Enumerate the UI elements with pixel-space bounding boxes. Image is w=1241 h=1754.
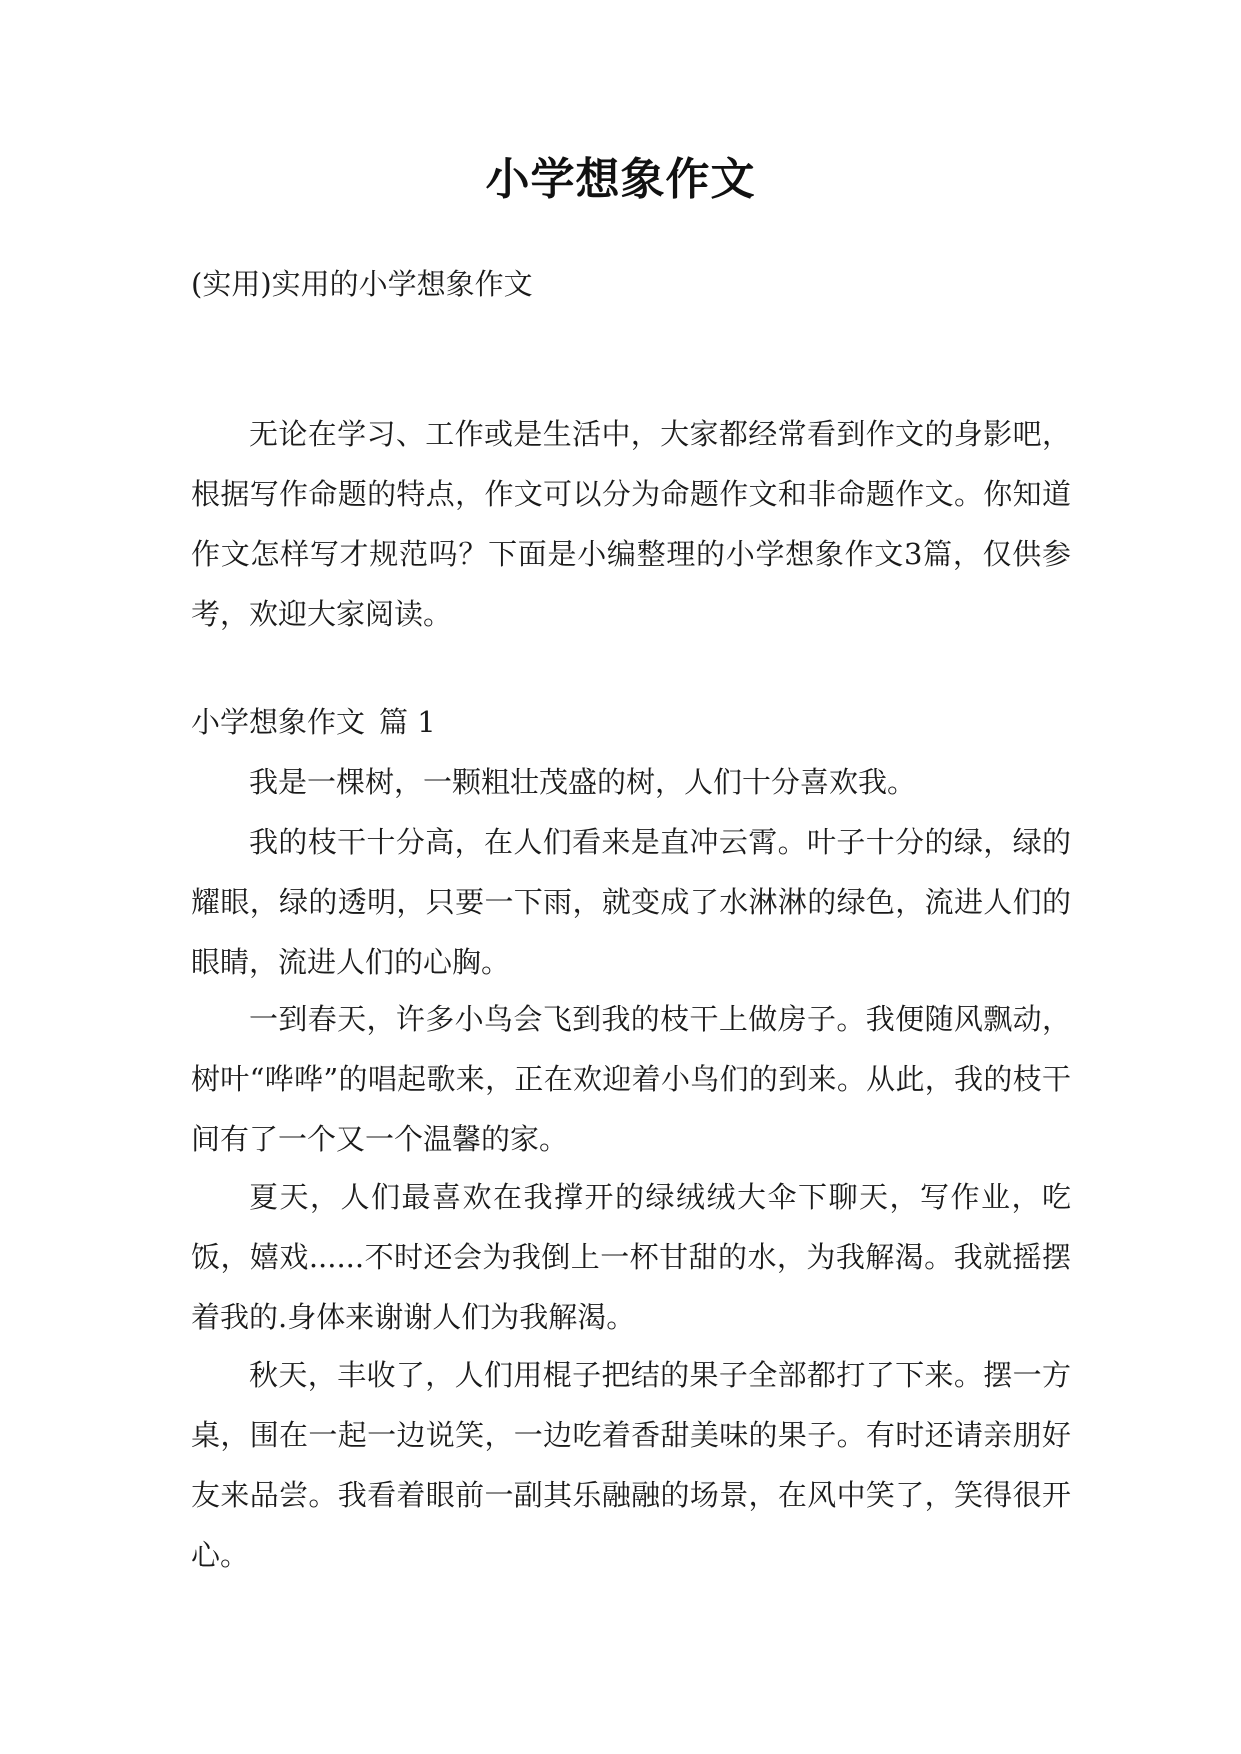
- body-paragraph: 一到春天，许多小鸟会飞到我的枝干上做房子。我便随风飘动，树叶“哗哗”的唱起歌来，正在欢迎着小鸟们的到来。从此，我的枝干间有了一个又一个温馨的家。: [191, 1002, 1071, 1156]
- body-paragraph: 夏天，人们最喜欢在我撑开的绿绒绒大伞下聊天，写作业，吃饭，嬉戏......不时还会为我倒上一杯甘甜的水，为我解渴。我就摇摆着我的.身体来谢谢人们为我解渴。: [191, 1180, 1071, 1334]
- body-paragraph: 秋天，丰收了，人们用棍子把结的果子全部都打了下来。摆一方桌，围在一起一边说笑，一边吃着香甜美味的果子。有时还请亲朋好友来品尝。我看着眼前一副其乐融融的场景，在风中笑了，笑得很开心。: [191, 1358, 1071, 1572]
- section-heading: [191, 700, 1071, 744]
- document-title: 小学想象作文: [485, 154, 756, 205]
- body-paragraph: 我是一棵树，一颗粗壮茂盛的树，人们十分喜欢我。: [249, 765, 917, 799]
- intro-paragraph: 无论在学习、工作或是生活中，大家都经常看到作文的身影吧，根据写作命题的特点，作文可以分为命题作文和非命题作文。你知道作文怎样写才规范吗？下面是小编整理的小学想象作文3篇，仅供参考，欢迎大家阅读。: [191, 417, 1071, 631]
- body-paragraph: 我的枝干十分高，在人们看来是直冲云霄。叶子十分的绿，绿的耀眼，绿的透明，只要一下雨，就变成了水淋淋的绿色，流进人们的眼睛，流进人们的心胸。: [191, 825, 1071, 979]
- section-number: 篇 1: [379, 705, 436, 739]
- section-title: 小学想象作文: [191, 705, 366, 739]
- document-subtitle: (实用)实用的小学想象作文: [191, 267, 533, 301]
